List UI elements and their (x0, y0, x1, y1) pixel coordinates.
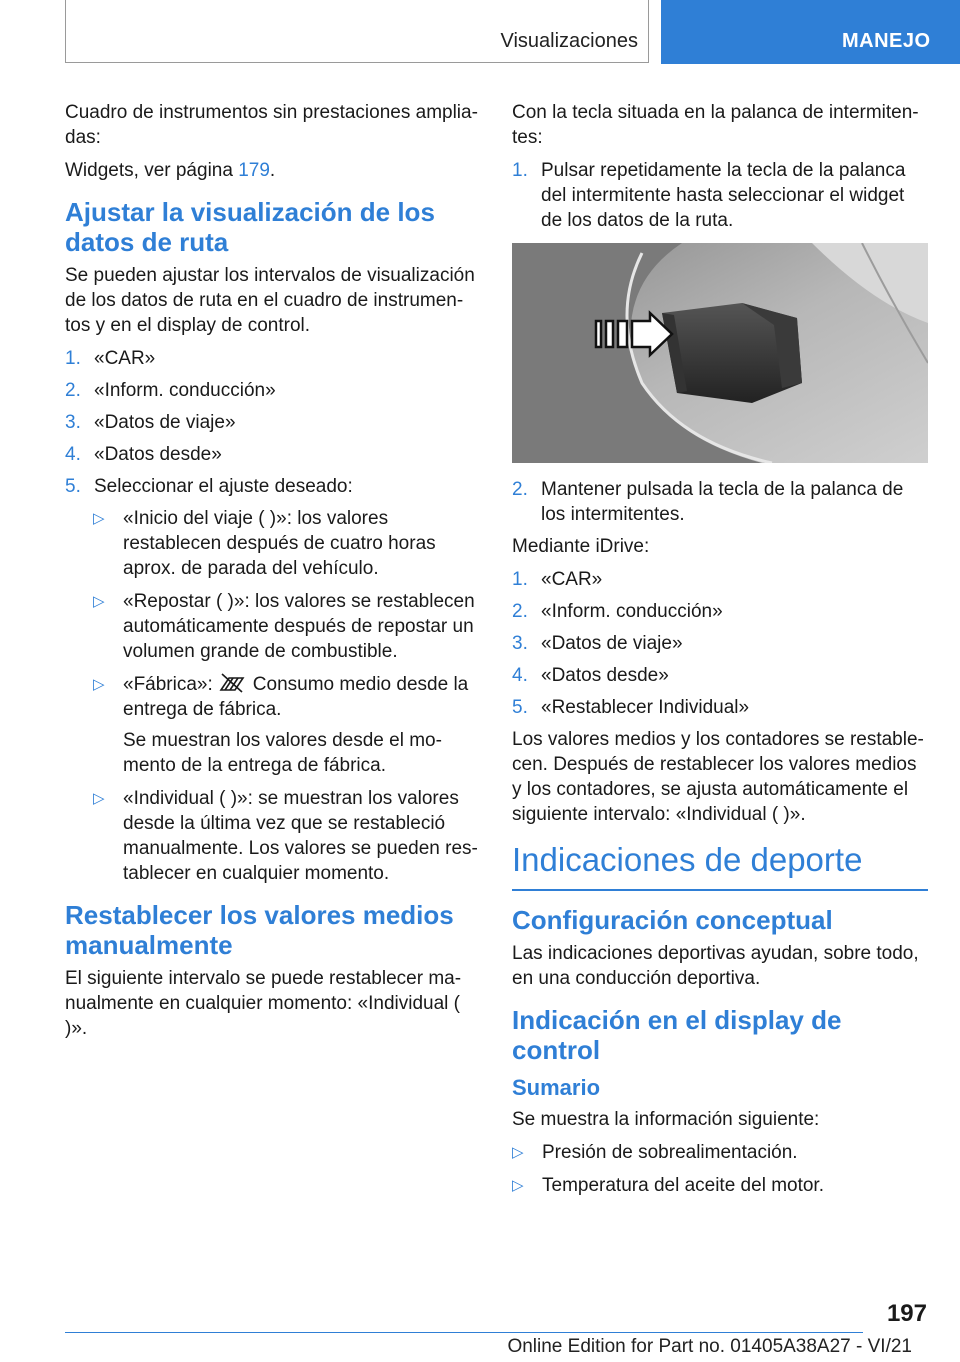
triangle-bullet-icon: ▷ (512, 1144, 524, 1161)
heading-reset: Restablecer los valores medios manualmente (65, 900, 454, 960)
list-item: 3. «Datos de viaje» (65, 412, 236, 433)
list-item: 5. Seleccionar el ajuste deseado: (65, 476, 353, 497)
widgets-ref: Widgets, ver página 179. (65, 160, 276, 181)
right-column (512, 100, 928, 1206)
option-repostar: ▷ «Repostar ( )»: los valores se restablecen automáticamente después de repostar un volumen grande de combustible. (93, 591, 475, 662)
heading-sport: Indicaciones de deporte (512, 841, 928, 891)
list-item: ▷ Presión de sobrealimentación. (512, 1142, 798, 1163)
heading-display: Indicación en el display de control (512, 1005, 842, 1065)
list-item: 4. «Datos desde» (512, 665, 669, 686)
heading-adjust: Ajustar la visualización de los datos de ruta (65, 197, 435, 257)
idrive-intro: Mediante iDrive: (512, 536, 650, 557)
reset-text: El siguiente intervalo se puede restablecer ma-nualmente en cualquier momento: «Individual ( )». (65, 968, 462, 1039)
intro-text: Cuadro de instrumentos sin prestaciones amplia-das: (65, 102, 478, 148)
steps-list (65, 346, 480, 499)
triangle-bullet-icon: ▷ (512, 1177, 524, 1194)
option-individual: ▷ «Individual ( )»: se muestran los valores desde la última vez que se restableció manualmente. Los valores se pueden res-tablecer en cualquier momento. (93, 788, 478, 884)
list-item: 1. «CAR» (512, 569, 603, 590)
factory-consumption-icon (219, 672, 245, 694)
list-item: 4. «Datos desde» (65, 444, 222, 465)
concept-text: Las indicaciones deportivas ayudan, sobre todo, en una conducción deportiva. (512, 943, 919, 989)
option-inicio: ▷ «Inicio del viaje ( )»: los valores restablecen después de cuatro horas aprox. de parada del vehículo. (93, 508, 436, 579)
summary-intro: Se muestra la información siguiente: (512, 1109, 820, 1130)
list-item: 2. «Inform. conducción» (65, 380, 276, 401)
chapter-tab[interactable] (661, 0, 960, 64)
page-number: 197 (886, 1300, 927, 1327)
triangle-bullet-icon: ▷ (93, 510, 105, 527)
list-item: 1. «CAR» (65, 348, 156, 369)
list-item: 2. «Inform. conducción» (512, 601, 723, 622)
heading-concept: Configuración conceptual (512, 905, 833, 935)
page-link-179[interactable]: 179 (238, 160, 270, 181)
fabrica-note: Se muestran los valores desde el mo-mento de la entrega de fábrica. (123, 730, 442, 776)
idrive-result: Los valores medios y los contadores se restable-cen. Después de restablecer los valores medios y los contadores, se ajusta automáticamente el siguiente intervalo: «Individual ( )». (512, 729, 924, 825)
triangle-bullet-icon: ▷ (93, 676, 105, 693)
option-fabrica: ▷ «Fábrica»: Consumo medio desde la entrega de fábrica. Se muestran los valores desde el mo-mento de la entrega de fábrica. (93, 672, 480, 778)
lever-intro: Con la tecla situada en la palanca de intermiten-tes: (512, 102, 919, 148)
list-item: 5. «Restablecer Individual» (512, 697, 750, 718)
edition-footer: Online Edition for Part no. 01405A38A27 - VI/21 (507, 1336, 912, 1357)
list-item: 3. «Datos de viaje» (512, 633, 683, 654)
chapter-tab-label: MANEJO (842, 30, 931, 52)
adjust-text: Se pueden ajustar los intervalos de visualización de los datos de ruta en el cuadro de instrumen-tos y en el display de control. (65, 265, 475, 336)
turn-signal-lever-image (512, 243, 928, 463)
list-item: 1. Pulsar repetidamente la tecla de la palanca del intermitente hasta seleccionar el widget de los datos de la ruta. (512, 160, 906, 231)
left-column (65, 100, 480, 1049)
triangle-bullet-icon: ▷ (93, 790, 105, 807)
options-list (93, 506, 480, 886)
list-item: 2. Mantener pulsada la tecla de la palanca de los intermitentes. (512, 479, 904, 525)
triangle-bullet-icon: ▷ (93, 593, 105, 610)
section-title: Visualizaciones (500, 30, 638, 52)
header-frame (65, 0, 649, 63)
footer-divider (65, 1332, 863, 1333)
list-item: ▷ Temperatura del aceite del motor. (512, 1175, 824, 1196)
idrive-steps-list (512, 567, 928, 720)
heading-summary: Sumario (512, 1075, 601, 1100)
